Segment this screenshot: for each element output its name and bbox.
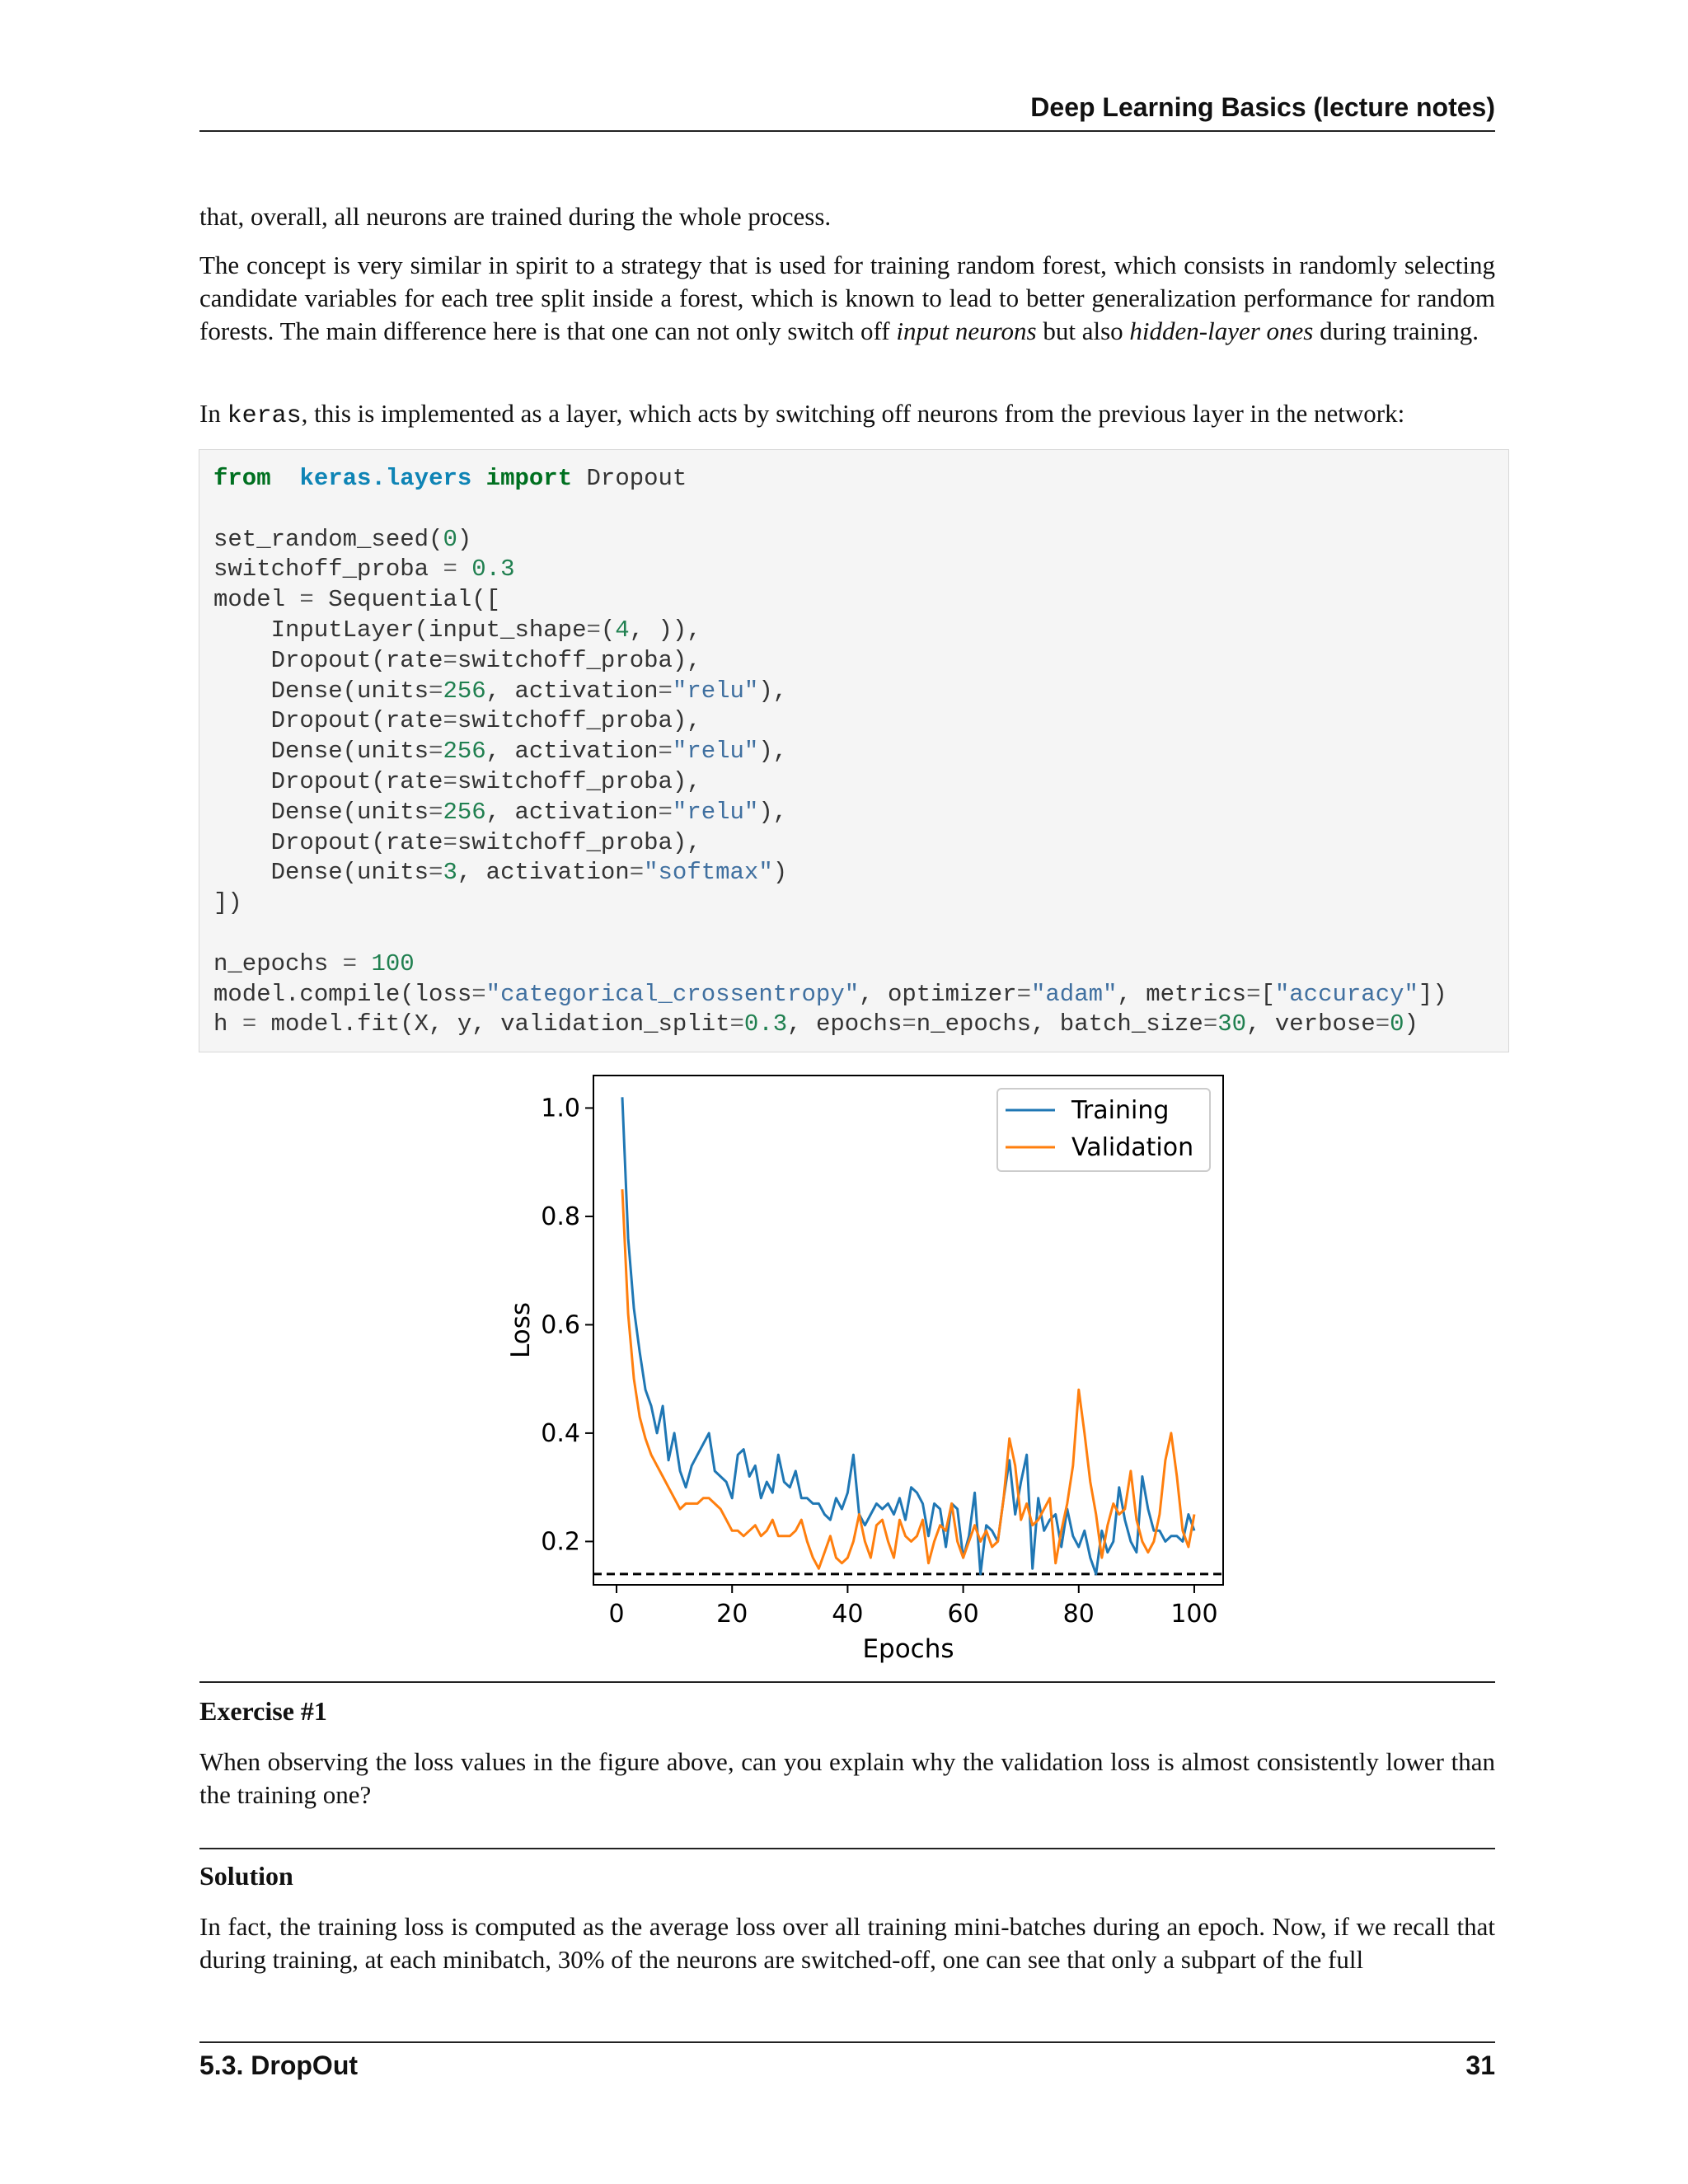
code-listing xyxy=(213,464,1447,1040)
x-tick-label: 20 xyxy=(716,1600,748,1629)
code-token: = xyxy=(902,1010,917,1038)
x-tick-label: 80 xyxy=(1062,1600,1095,1629)
code-token: , activation xyxy=(457,859,630,887)
code-token: , verbose xyxy=(1246,1010,1376,1038)
code-token: , activation xyxy=(485,738,659,766)
code-token: 0 xyxy=(443,525,457,553)
code-token: n_epochs, batch_size xyxy=(916,1010,1203,1038)
code-token: = xyxy=(658,798,673,826)
code-token: model.fit(X, y, validation_split xyxy=(256,1010,730,1038)
y-tick-label: 0.6 xyxy=(541,1310,580,1340)
code-token: ), xyxy=(758,677,788,705)
code-token: = xyxy=(1375,1010,1390,1038)
code-token: 100 xyxy=(371,949,415,977)
inline-code-keras: keras xyxy=(227,402,302,430)
code-token: switchoff_proba), xyxy=(457,767,701,795)
code-block xyxy=(199,449,1509,1052)
code-token: = xyxy=(658,677,673,705)
code-token: = xyxy=(1246,980,1261,1008)
y-axis-label: Loss xyxy=(506,1302,536,1358)
code-token: n_epochs xyxy=(213,949,343,977)
code-token: Dense(units xyxy=(213,859,429,887)
code-token: "softmax" xyxy=(644,859,773,887)
paragraph-2 xyxy=(199,249,1495,348)
code-token: 0 xyxy=(1390,1010,1404,1038)
code-token: h xyxy=(213,1010,242,1038)
code-token: , optimizer xyxy=(859,980,1017,1008)
legend-label: Validation xyxy=(1071,1133,1194,1162)
code-token: "accuracy" xyxy=(1274,980,1418,1008)
code-token: = xyxy=(429,798,443,826)
y-tick-label: 0.8 xyxy=(541,1202,580,1231)
code-line xyxy=(213,829,701,856)
code-token: "relu" xyxy=(672,738,759,766)
code-token: = xyxy=(1016,980,1031,1008)
legend-label: Training xyxy=(1071,1096,1170,1125)
code-token: "adam" xyxy=(1031,980,1118,1008)
code-line xyxy=(213,950,415,977)
code-line xyxy=(213,465,687,492)
code-line xyxy=(213,768,701,795)
paragraph-2-text-b: but also xyxy=(1036,316,1130,345)
code-token: from xyxy=(213,465,271,492)
code-token: = xyxy=(299,586,314,614)
code-token: keras.layers xyxy=(299,465,472,492)
emphasis-input-neurons: input neurons xyxy=(896,316,1037,345)
code-line xyxy=(213,981,1447,1008)
code-token: = xyxy=(429,859,443,887)
code-line xyxy=(213,738,787,765)
x-tick-label: 100 xyxy=(1170,1600,1218,1629)
code-token: Dense(units xyxy=(213,738,429,766)
code-token: = xyxy=(658,738,673,766)
code-line xyxy=(213,586,500,613)
code-token: Dense(units xyxy=(213,677,429,705)
paragraph-2-text-a: The concept is very similar in spirit to a strategy that is used for training random forest, which consists in randomly selecting candidate variables for each tree split inside a forest, which is known to lead to better generalization performance for random forests. The main difference here is that one can not only switch off xyxy=(199,251,1495,345)
y-tick-label: 0.2 xyxy=(541,1527,580,1557)
code-line xyxy=(213,555,514,583)
code-token: set_random_seed( xyxy=(213,525,443,553)
y-tick-label: 0.4 xyxy=(541,1418,580,1448)
code-token: 256 xyxy=(443,798,486,826)
code-token: = xyxy=(443,555,457,583)
code-token: ) xyxy=(772,859,788,887)
code-token: 256 xyxy=(443,677,486,705)
header-rule xyxy=(199,130,1495,132)
code-token: = xyxy=(443,646,457,674)
exercise-title: Exercise #1 xyxy=(199,1696,327,1726)
paragraph-3-text-b: , this is implemented as a layer, which acts by switching off neurons from the previous layer in the network: xyxy=(301,399,1405,428)
x-tick-label: 0 xyxy=(608,1600,625,1629)
emphasis-hidden-layer-ones: hidden-layer ones xyxy=(1129,316,1314,345)
y-tick-label: 1.0 xyxy=(541,1094,580,1123)
code-token: switchoff_proba), xyxy=(457,646,701,674)
code-token: "relu" xyxy=(672,677,759,705)
code-line xyxy=(213,526,471,553)
code-token: "categorical_crossentropy" xyxy=(485,980,860,1008)
code-token xyxy=(357,950,371,977)
loss-chart xyxy=(495,1071,1253,1664)
series-line-validation xyxy=(622,1189,1194,1568)
code-line xyxy=(213,799,787,826)
code-token: switchoff_proba xyxy=(213,555,443,583)
code-token: ) xyxy=(457,525,472,553)
code-token: Dense(units xyxy=(213,798,429,826)
code-token: 0.3 xyxy=(743,1010,788,1038)
code-token: 4 xyxy=(615,616,630,644)
code-token: = xyxy=(729,1010,744,1038)
code-token xyxy=(457,555,471,583)
code-token: Dropout(rate xyxy=(213,828,443,856)
code-line xyxy=(213,677,787,705)
paragraph-1: that, overall, all neurons are trained during the whole process. xyxy=(199,202,832,231)
code-token: "relu" xyxy=(672,798,759,826)
code-token: Dropout(rate xyxy=(213,646,443,674)
solution-text: In fact, the training loss is computed as the average loss over all training mini-batches during an epoch. Now, if we recall that during training, at each minibatch, 30% of the neurons are switched-off, one can see that only a subpart of the full xyxy=(199,1912,1495,1974)
page-number: 31 xyxy=(1465,2050,1495,2080)
code-token: import xyxy=(471,465,573,492)
code-token: = xyxy=(429,738,443,766)
solution-rule xyxy=(199,1848,1495,1849)
code-token: ]) xyxy=(1418,980,1447,1008)
code-token: InputLayer(input_shape xyxy=(213,616,587,644)
code-token: 3 xyxy=(443,859,457,887)
code-token: , metrics xyxy=(1117,980,1247,1008)
code-token: 256 xyxy=(443,738,486,766)
code-token: = xyxy=(586,616,601,644)
code-token: , )), xyxy=(629,616,701,644)
code-token: , activation xyxy=(485,798,659,826)
code-token: = xyxy=(241,1010,257,1038)
x-axis-label: Epochs xyxy=(862,1634,954,1664)
code-token: 30 xyxy=(1217,1010,1247,1038)
footer-section: 5.3. DropOut xyxy=(199,2050,359,2080)
running-title: Deep Learning Basics (lecture notes) xyxy=(1030,92,1495,122)
code-token: = xyxy=(429,677,443,705)
code-token xyxy=(271,465,300,492)
paragraph-2-text-c: during training. xyxy=(1313,316,1479,345)
code-token: switchoff_proba), xyxy=(457,707,701,735)
code-line xyxy=(213,859,787,886)
code-line xyxy=(213,707,701,734)
code-token: = xyxy=(629,859,645,887)
code-token: = xyxy=(342,949,358,977)
paragraph-3 xyxy=(199,397,1495,433)
x-tick-label: 60 xyxy=(947,1600,979,1629)
code-token: = xyxy=(471,980,486,1008)
exercise-text: When observing the loss values in the figure above, can you explain why the validation loss is almost consistently lower than the training one? xyxy=(199,1747,1495,1809)
code-line xyxy=(213,647,701,674)
code-token: ( xyxy=(600,616,616,644)
code-token: 0.3 xyxy=(471,555,515,583)
x-tick-label: 40 xyxy=(832,1600,864,1629)
code-token: ), xyxy=(758,738,788,766)
exercise-rule xyxy=(199,1681,1495,1683)
code-token: = xyxy=(443,828,457,856)
code-token: , epochs xyxy=(787,1010,903,1038)
code-token: = xyxy=(443,707,457,735)
code-token: = xyxy=(1203,1010,1218,1038)
code-token: ]) xyxy=(213,889,242,917)
paragraph-3-text-a: In xyxy=(199,399,227,428)
code-token: model xyxy=(213,586,300,614)
code-token: ) xyxy=(1404,1010,1418,1038)
footer-rule xyxy=(199,2041,1495,2043)
solution-title: Solution xyxy=(199,1861,293,1891)
code-token: ), xyxy=(758,798,788,826)
code-token: Dropout xyxy=(572,465,687,492)
code-token: [ xyxy=(1260,980,1275,1008)
code-line xyxy=(213,616,701,644)
code-token: switchoff_proba), xyxy=(457,828,701,856)
code-token: , activation xyxy=(485,677,659,705)
code-token: = xyxy=(443,767,457,795)
code-token: model.compile(loss xyxy=(213,980,472,1008)
code-line xyxy=(213,889,242,916)
code-token: Dropout(rate xyxy=(213,767,443,795)
code-token: Dropout(rate xyxy=(213,707,443,735)
code-line xyxy=(213,1010,1418,1038)
code-token: Sequential([ xyxy=(313,586,501,614)
